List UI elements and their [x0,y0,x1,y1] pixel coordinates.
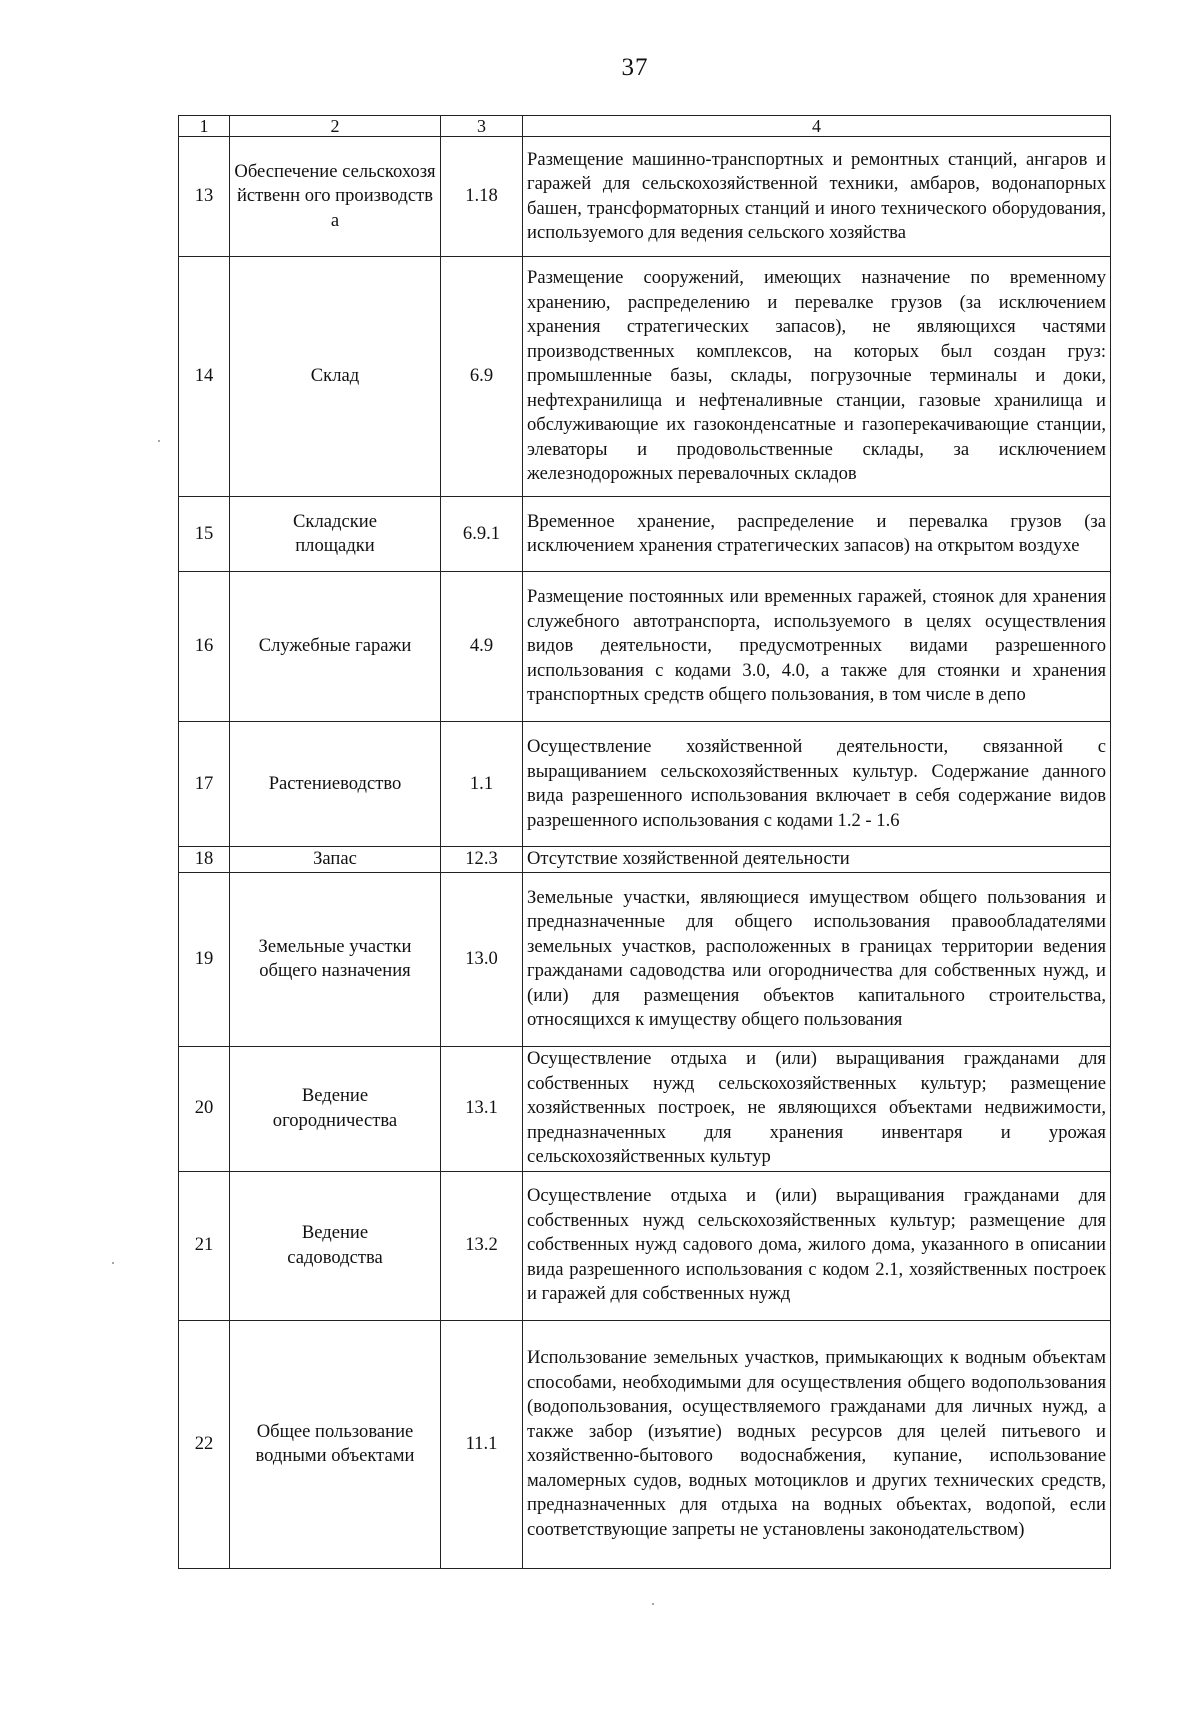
table-row [179,257,1111,497]
use-type-name: Ведение огородничества [230,1046,441,1171]
use-code: 6.9 [441,257,523,497]
use-description: Осуществление хозяйственной деятельности, связанной с выращиванием сельскохозяйственных культур. Содержание данного вида разрешенного использования включает в себя содержание видов разрешенного использования с кодами 1.2 - 1.6 [523,722,1111,847]
page-number: 37 [621,54,649,81]
use-description: Отсутствие хозяйственной деятельности [523,847,1111,873]
header-col-2: 2 [230,116,441,137]
scan-speck [652,1603,654,1605]
use-type-name: Запас [230,847,441,873]
use-type-name: Служебные гаражи [230,572,441,722]
row-number: 20 [179,1046,230,1171]
row-number: 18 [179,847,230,873]
use-type-name: Земельные участки общего назначения [230,872,441,1046]
use-description: Осуществление отдыха и (или) выращивания гражданами для собственных нужд сельскохозяйственных культур; размещение хозяйственных построек, не являющихся объектами недвижимости, предназначенных для хранения инвентаря и урожая сельскохозяйственных культур [523,1046,1111,1171]
row-number: 14 [179,257,230,497]
header-col-1: 1 [179,116,230,137]
use-description: Размещение сооружений, имеющих назначение по временному хранению, распределению и перевалке грузов (за исключением хранения стратегических запасов), не являющихся частями производственных комплексов, на которых был создан груз: промышленные базы, склады, погрузочные терминалы и доки, нефтехранилища и нефтеналивные станции, газовые хранилища и обслуживающие их газоконденсатные и газоперекачивающие станции, элеваторы и продовольственные склады, за исключением железнодорожных перевалочных складов [523,257,1111,497]
use-type-name: Ведение садоводства [230,1171,441,1320]
use-type-name: Складские площадки [230,497,441,572]
row-number: 19 [179,872,230,1046]
scan-speck [158,440,160,442]
use-description: Размещение постоянных или временных гаражей, стоянок для хранения служебного автотранспорта, используемого в целях осуществления видов деятельности, предусмотренных видами разрешенного использования с кодами 3.0, 4.0, а также для стоянки и хранения транспортных средств общего пользования, в том числе в депо [523,572,1111,722]
table-row [179,1171,1111,1320]
row-number: 15 [179,497,230,572]
use-code: 6.9.1 [441,497,523,572]
row-number: 17 [179,722,230,847]
table-row [179,872,1111,1046]
use-description: Использование земельных участков, примыкающих к водным объектам способами, необходимыми для осуществления общего водопользования (водопользования, осуществляемого гражданами для личных нужд, а также забор (изъятие) водных ресурсов для целей питьевого и хозяйственно-бытового водоснабжения, купание, использование маломерных судов, водных мотоциклов и других технических средств, предназначенных для отдыха на водных объектах, водопой, если соответствующие запреты не установлены законодательством) [523,1320,1111,1568]
row-number: 16 [179,572,230,722]
use-code: 12.3 [441,847,523,873]
use-code: 1.1 [441,722,523,847]
use-code: 4.9 [441,572,523,722]
table-row [179,847,1111,873]
row-number: 22 [179,1320,230,1568]
table-row [179,137,1111,257]
use-code: 13.2 [441,1171,523,1320]
use-code: 11.1 [441,1320,523,1568]
table-row [179,1046,1111,1171]
header-col-4: 4 [523,116,1111,137]
use-description: Размещение машинно-транспортных и ремонтных станций, ангаров и гаражей для сельскохозяйственной техники, амбаров, водонапорных башен, трансформаторных станций и иного технического оборудования, используемого для ведения сельского хозяйства [523,137,1111,257]
use-description: Временное хранение, распределение и перевалка грузов (за исключением хранения стратегических запасов) на открытом воздухе [523,497,1111,572]
land-use-table [178,115,1111,1569]
use-description: Земельные участки, являющиеся имуществом общего пользования и предназначенные для общего использования правообладателями земельных участков, расположенных в границах территории ведения гражданами садоводства или огородничества для собственных нужд, и (или) для размещения объектов капитального строительства, относящихся к имуществу общего пользования [523,872,1111,1046]
use-code: 1.18 [441,137,523,257]
use-type-name: Склад [230,257,441,497]
header-col-3: 3 [441,116,523,137]
table-row [179,572,1111,722]
use-code: 13.0 [441,872,523,1046]
scan-speck [112,1262,114,1264]
table-row [179,722,1111,847]
table-row [179,497,1111,572]
use-description: Осуществление отдыха и (или) выращивания гражданами для собственных нужд сельскохозяйственных культур; размещение для собственных нужд садового дома, жилого дома, указанного в описании вида разрешенного использования с кодом 2.1, хозяйственных построек и гаражей для собственных нужд [523,1171,1111,1320]
row-number: 21 [179,1171,230,1320]
use-code: 13.1 [441,1046,523,1171]
table-header-row [179,116,1111,137]
use-type-name: Общее пользование водными объектами [230,1320,441,1568]
use-type-name: Растениеводство [230,722,441,847]
table-row [179,1320,1111,1568]
row-number: 13 [179,137,230,257]
use-type-name: Обеспечение сельскохозяйственн ого производства [230,137,441,257]
